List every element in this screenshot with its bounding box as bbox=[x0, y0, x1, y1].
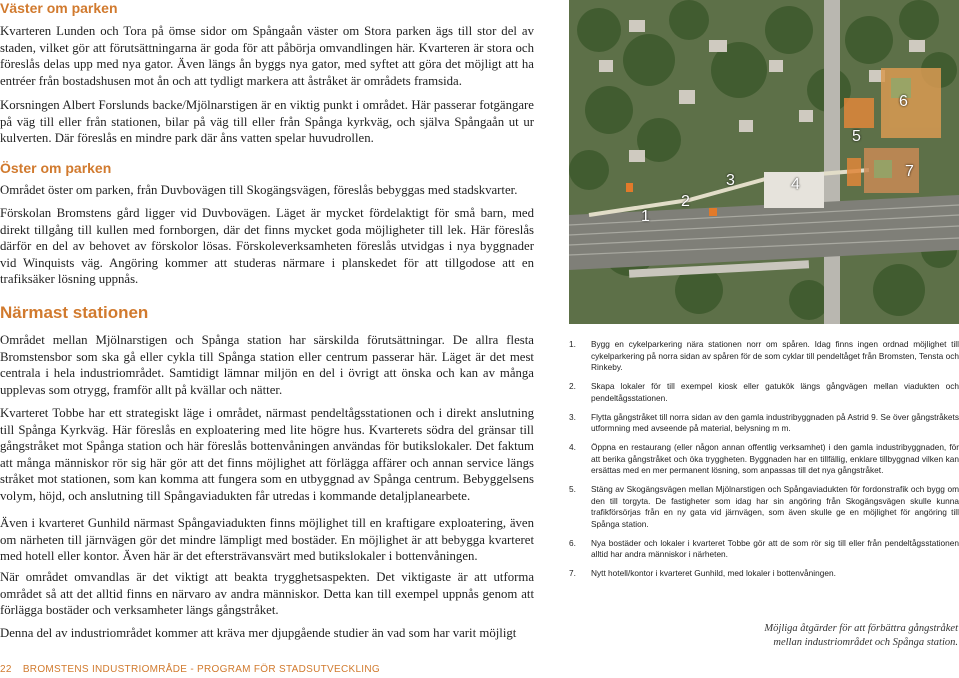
section-heading-stationen: Närmast stationen bbox=[0, 303, 149, 322]
map-label-4: 4 bbox=[791, 176, 800, 193]
note-item bbox=[569, 568, 959, 580]
note-number: 2. bbox=[569, 381, 576, 391]
note-text: Stäng av Skogängsvägen mellan Mjölnarstigen och Spångaviadukten för fordonstrafik och bygg om den till torgyta. De fastigheter som idag har sin angöring från Skogängsvägen skulle kunna trafikförsörjas från en ny gata vid järnvägen, som även skulle ge en möjlighet för angöring till Spånga station. bbox=[591, 484, 959, 529]
paragraph-vaster-2: Korsningen Albert Forslunds backe/Mjölnarstigen är en viktig punkt i området. Här passerar fotgängare på väg till eller från stationen, bilar på väg till eller från Spånga kyrkväg, och själva Spångaån ut ur kulverten. Där föreslås en mindre park där åns vatten spelar huvudrollen. bbox=[0, 98, 534, 145]
note-number: 4. bbox=[569, 442, 576, 452]
section-heading-vaster: Väster om parken bbox=[0, 0, 118, 16]
map-label-1: 1 bbox=[641, 208, 650, 225]
note-item bbox=[569, 412, 959, 435]
map-label-2: 2 bbox=[681, 193, 690, 210]
note-number: 6. bbox=[569, 537, 576, 548]
numbered-notes bbox=[569, 339, 959, 587]
note-text: Nytt hotell/kontor i kvarteret Gunhild, med lokaler i bottenvåningen. bbox=[591, 568, 836, 578]
note-item bbox=[569, 538, 959, 561]
map-label-5: 5 bbox=[852, 128, 861, 145]
map-label-7: 7 bbox=[905, 163, 914, 180]
note-text: Skapa lokaler för till exempel kiosk eller gatukök längs gångvägen mellan viadukten och pendeltågsstationen. bbox=[591, 381, 959, 403]
note-item bbox=[569, 442, 959, 477]
page-footer bbox=[0, 664, 380, 675]
paragraph-stationen-2: Kvarteret Tobbe har ett strategiskt läge i området, närmast pendeltågsstationen och i direkt anslutning till Spånga Kyrkväg. Här föreslås en exploatering med lite högre hus. Kvarterets södra del gränsar till gångstråket mot Spånga station och här föreslås bottenvåningen användas för butikslokaler. Det faktum att många människor rör sig här gör att det finns möjlighet att förlägga affärer och annan service längs stråket mot stationen, som kan komma att fungera som en utbyggnad av Spånga centrum. Bebyggelsens volym, höjd, och anslutning till Spångaviadukten får utredas i kommande detaljplanearbete. bbox=[0, 406, 534, 503]
aerial-map bbox=[569, 0, 959, 324]
paragraph-stationen-4: När området omvandlas är det viktigt att beakta trygghetsaspekten. Det viktigaste är att utforma området så att det alltid finns en närvaro av andra människor. Detta kan till exempel uppnås genom att förlägga bostäder och verksamheter längs gångstråket. bbox=[0, 570, 534, 617]
page-number: 22 bbox=[0, 664, 12, 675]
section-heading-oster: Öster om parken bbox=[0, 160, 112, 176]
map-label-3: 3 bbox=[726, 172, 735, 189]
paragraph-stationen-3: Även i kvarteret Gunhild närmast Spångaviadukten finns möjlighet till en kraftigare exploatering, även om närheten till järnvägen gör det mindre lämpligt med bostäder. En möjlighet är att bebygga kvarteret med hotell eller kontor. Även här är det eftersträvansvärt med butikslokaler i bottenvåningen. bbox=[0, 516, 534, 563]
paragraph-stationen-1: Området mellan Mjölnarstigen och Spånga station har särskilda förutsättningar. De allra flesta Bromstensbor som ska gå eller cykla till Spånga station eller centrum passerar här. Läget är det mest centrala i hela industriområdet. Samtidigt lämnar miljön en del i övrigt att önska och kan av många upplevas som otrygg, framför allt på kvällar och nätter. bbox=[0, 333, 534, 397]
aerial-map-graphic bbox=[569, 0, 959, 324]
paragraph-oster-2: Förskolan Bromstens gård ligger vid Duvbovägen. Läget är mycket fördelaktigt för små barn, med direkt tillgång till kullen med fornborgen, där det finns mycket goda möjligheter till lek. Här föreslås därför en del av behovet av förskolor lösas. Förskoleverksamheten föreslås utvidgas i nya byggnader vid Winquists väg. Angöring kommer att studeras närmare i planskedet för att tillgodose att en trafiksäker lösning uppnås. bbox=[0, 206, 534, 286]
note-text: Flytta gångstråket till norra sidan av den gamla industribyggnaden på Astrid 9. Se över gångstråkets utformning med avseende på material, belysning m m. bbox=[591, 411, 959, 433]
note-number: 5. bbox=[569, 484, 576, 494]
map-label-6: 6 bbox=[899, 93, 908, 110]
note-number: 3. bbox=[569, 411, 576, 422]
document-title: BROMSTENS INDUSTRIOMRÅDE - PROGRAM FÖR STADSUTVECKLING bbox=[22, 664, 380, 675]
note-item bbox=[569, 484, 959, 530]
note-number: 1. bbox=[569, 339, 576, 349]
figure-caption bbox=[705, 622, 958, 650]
note-number: 7. bbox=[569, 568, 576, 578]
note-item bbox=[569, 339, 959, 374]
caption-line-1: Möjliga åtgärder för att förbättra gångstråket bbox=[764, 623, 958, 634]
paragraph-stationen-5: Denna del av industriområdet kommer att kräva mer djupgående studier än vad som har varit möjligt bbox=[0, 626, 517, 640]
note-text: Nya bostäder och lokaler i kvarteret Tobbe gör att de som rör sig till eller från pendeltågsstationen alltid har andra människor i närheten. bbox=[591, 537, 959, 559]
caption-line-2: mellan industriområdet och Spånga station. bbox=[773, 637, 958, 648]
note-text: Öppna en restaurang (eller någon annan offentlig verksamhet) i den gamla industribyggnaden, för att berika gångstråket och öka tryggheten. Byggnaden har en tillfällig, enklare tillbyggnad vilken kan ersättas med en mer permanent lösning, som anpassas till det nya gångstråket. bbox=[591, 442, 959, 475]
note-item bbox=[569, 381, 959, 404]
paragraph-vaster-1: Kvarteren Lunden och Tora på ömse sidor om Spångaån väster om Stora parken ägs till stor del av staden, vilket gör att förutsättningarna är goda för att påbörja omvandlingen här. Kvarteren är stora och föreslås delas upp med nya gator. Även längs ån byggs nya gator, med syftet att göra det möjligt att ha entréer från bostadshusen mot ån och att tydligt markera att åstråket är områdets framsida. bbox=[0, 24, 534, 88]
note-text: Bygg en cykelparkering nära stationen norr om spåren. Idag finns ingen ordnad möjlighet till cykelparkering på norra sidan av spåren för de som cyklar till pendeltåget från Bromsten, Tensta och Rinkeby. bbox=[591, 339, 959, 372]
paragraph-oster-1: Området öster om parken, från Duvbovägen till Skogängsvägen, föreslås bebyggas med stadskvarter. bbox=[0, 183, 518, 197]
